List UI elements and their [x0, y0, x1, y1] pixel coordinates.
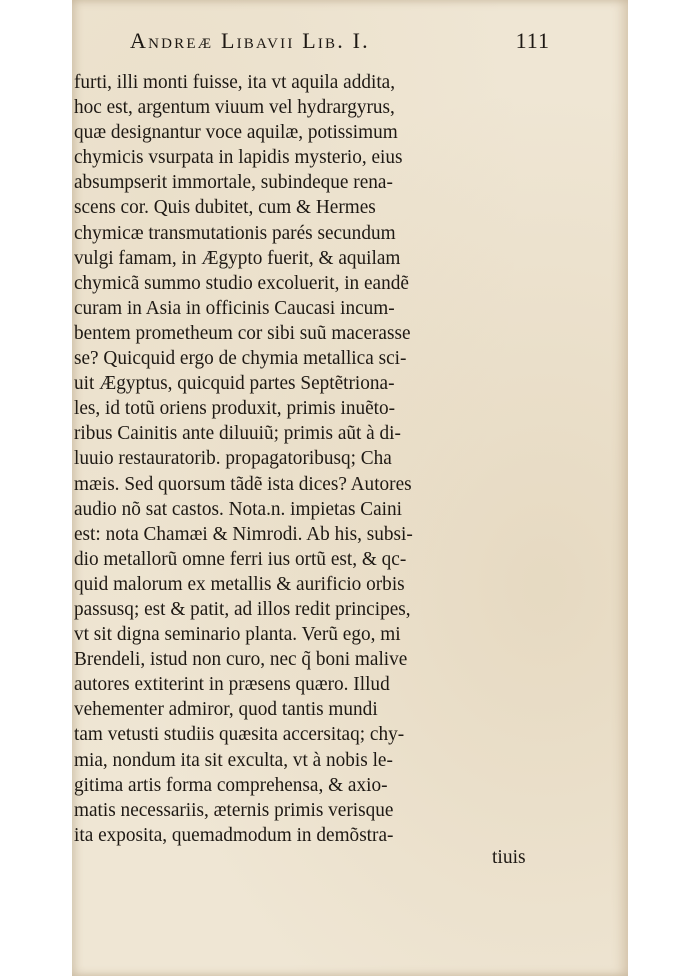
text-line: Brendeli, istud non curo, nec q̃ boni malive	[74, 649, 408, 671]
text-line: tam vetusti studiis quæsita accersitaq; chy-	[74, 724, 405, 746]
running-title: Andreæ Libavii Lib. I.	[130, 28, 370, 53]
text-line: hoc est, argentum viuum vel hydrargyrus,	[74, 97, 395, 119]
text-line: gitima artis forma comprehensa, & axio-	[74, 774, 388, 796]
text-line: mia, nondum ita sit exculta, vt à nobis le-	[74, 749, 393, 771]
text-line: ita exposita, quemadmodum in demõstra-	[74, 824, 394, 846]
text-line: quæ designantur voce aquilæ, potissimum	[74, 122, 398, 144]
text-line: uit Ægyptus, quicquid partes Septẽtriona-	[74, 373, 395, 395]
text-line: bentem prometheum cor sibi suũ macerasse	[74, 322, 411, 344]
text-line: mæis. Sed quorsum tãdẽ ista dices? Autores	[74, 473, 412, 495]
text-line: se? Quicquid ergo de chymia metallica sci-	[74, 348, 407, 370]
page-number: 111	[515, 28, 550, 53]
text-line: dio metallorũ omne ferri ius ortũ est, & qc-	[74, 548, 407, 570]
text-line: passusq; est & patit, ad illos redit principes,	[74, 598, 411, 620]
text-line: vulgi famam, in Ægypto fuerit, & aquilam	[74, 247, 401, 269]
text-line: vehementer admiror, quod tantis mundi	[74, 699, 378, 721]
text-line: vt sit digna seminario planta. Verũ ego, mi	[74, 624, 401, 646]
text-line: chymicæ transmutationis parés secundum	[74, 222, 396, 244]
text-line: absumpserit immortale, subindeque rena-	[74, 172, 393, 194]
text-line: chymicã summo studio excoluerit, in eandẽ	[74, 272, 409, 294]
page-header	[130, 28, 550, 64]
body-text	[74, 70, 484, 848]
text-line: est: nota Chamæi & Nimrodi. Ab his, subsi-	[74, 523, 413, 545]
text-line: ribus Cainitis ante diluuiũ; primis aũt à di-	[74, 423, 401, 445]
text-line: les, id totũ oriens produxit, primis inuẽto-	[74, 398, 396, 420]
text-line: quid malorum ex metallis & aurificio orbis	[74, 573, 405, 595]
text-line: autores extiterint in præsens quæro. Illud	[74, 674, 390, 696]
text-line: chymicis vsurpata in lapidis mysterio, eius	[74, 147, 403, 169]
text-line: audio nõ sat castos. Nota.n. impietas Caini	[74, 498, 403, 520]
book-page	[72, 0, 628, 976]
text-line: curam in Asia in officinis Caucasi incum-	[74, 297, 395, 319]
text-line: luuio restauratorib. propagatoribusq; Cha	[74, 448, 392, 470]
text-line: scens cor. Quis dubitet, cum & Hermes	[74, 197, 376, 219]
text-line: furti, illi monti fuisse, ita vt aquila addita,	[74, 72, 396, 93]
catchword: tiuis	[492, 847, 526, 868]
text-line: matis necessariis, æternis primis verisque	[74, 799, 394, 821]
